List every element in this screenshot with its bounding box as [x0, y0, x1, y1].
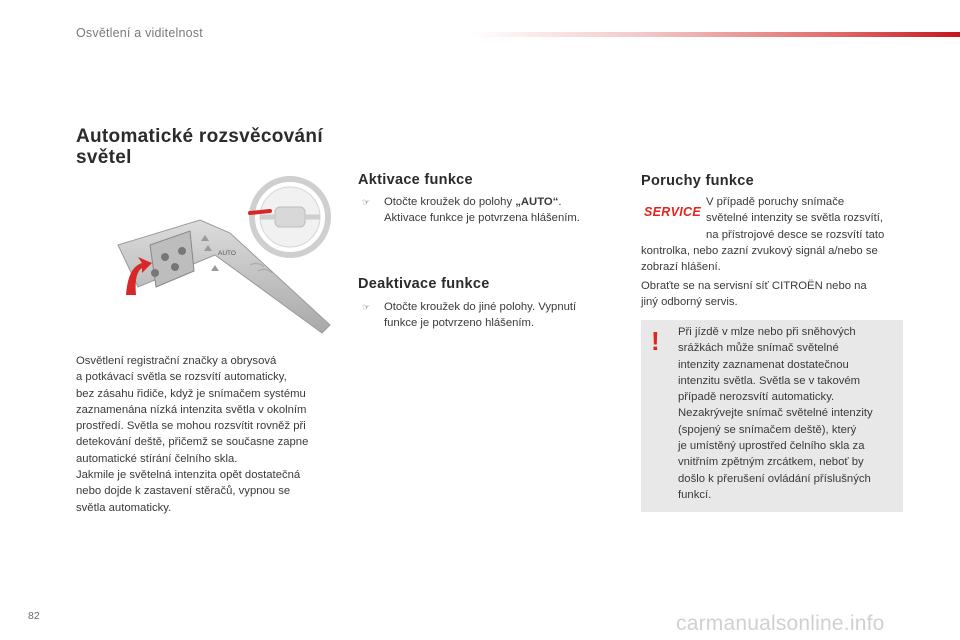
activation-item [362, 194, 612, 227]
header-accent-bar [470, 32, 960, 37]
malfunction-line: zobrazí hlášení. [641, 261, 721, 274]
description-line: detekování deště, přičemž se současne zapne [76, 436, 309, 449]
service-advice [641, 278, 911, 311]
warning-line: je umístěný uprostřed čelního skla za [678, 440, 865, 453]
page-title: Automatické rozsvěcování světel [76, 126, 323, 168]
warning-line: intenzitu světla. Světla se v takovém [678, 374, 861, 387]
exclamation-icon: ! [651, 326, 660, 356]
description-line: bez zásahu řidiče, když je snímačem systému [76, 387, 306, 400]
activation-text-end: . [558, 196, 562, 208]
deactivation-item [362, 299, 612, 332]
deactivation-heading: Deaktivace funkce [358, 276, 490, 292]
warning-line: srážkách může snímač světelné [678, 342, 839, 355]
bullet-arrow-icon: ☞ [362, 302, 371, 312]
description-line: zaznamenána nízká intenzita světla v okolním [76, 403, 307, 416]
deactivation-text: Otočte kroužek do jiné polohy. Vypnutí [384, 301, 577, 313]
warning-line: vnitřním zpětným zrcátkem, neboť by [678, 456, 864, 469]
activation-heading: Aktivace funkce [358, 172, 473, 188]
malfunction-full [641, 243, 911, 276]
advice-line: jiný odborný servis. [641, 296, 738, 309]
malfunction-line: kontrolka, nebo zazní zvukový signál a/nebo se [641, 245, 878, 257]
malfunction-indented [706, 194, 906, 243]
section-title: Osvětlení a viditelnost [76, 26, 203, 40]
description-line: automatické stírání čelního skla. [76, 452, 238, 465]
lighting-stalk-illustration [90, 175, 340, 335]
activation-confirm: Aktivace funkce je potvrzena hlášením. [384, 212, 580, 225]
warning-line: intenzity zaznamenat dostatečnou [678, 358, 849, 371]
page-number: 82 [28, 610, 40, 622]
warning-line: došlo k přerušení ovládání příslušných [678, 472, 871, 485]
steering-wheel-icon [250, 179, 328, 255]
description-line: a potkávací světla se rozsvítí automaticky, [76, 371, 287, 384]
service-warning-icon: SERVICE [644, 205, 701, 219]
auto-position-label: AUTO [218, 250, 236, 257]
description-line: nebo dojde k zastavení stěračů, vypnou se [76, 485, 291, 498]
watermark: carmanualsonline.info [676, 612, 885, 635]
description-block [76, 353, 346, 516]
warning-text [678, 324, 900, 503]
description-line: světla automaticky. [76, 501, 172, 514]
warning-line: Nezakrývejte snímač světelné intenzity [678, 407, 873, 420]
malfunction-heading: Poruchy funkce [641, 173, 754, 189]
malfunction-line: na přístrojové desce se rozsvítí tato [706, 228, 885, 241]
auto-keyword: „AUTO“ [515, 196, 559, 208]
description-line: Jakmile je světelná intenzita opět dostatečná [76, 469, 301, 482]
activation-text: Otočte kroužek do polohy [384, 196, 516, 208]
warning-line: funkcí. [678, 488, 712, 501]
malfunction-line: V případě poruchy snímače [706, 196, 845, 208]
description-line: Osvětlení registrační značky a obrysová [76, 355, 277, 367]
warning-line: (spojený se snímačem deště), který [678, 423, 857, 436]
advice-line: Obraťte se na servisní síť CITROËN nebo na [641, 280, 867, 292]
description-line: prostředí. Světla se mohou rozsvítit rovněž při [76, 420, 306, 433]
warning-line: Při jízdě v mlze nebo při sněhových [678, 326, 856, 338]
warning-line: případě nerozsvítí automaticky. [678, 391, 835, 404]
deactivation-confirm: funkce je potvrzeno hlášením. [384, 317, 535, 330]
malfunction-line: světelné intenzity se světla rozsvítí, [706, 212, 884, 225]
bullet-arrow-icon: ☞ [362, 197, 371, 207]
